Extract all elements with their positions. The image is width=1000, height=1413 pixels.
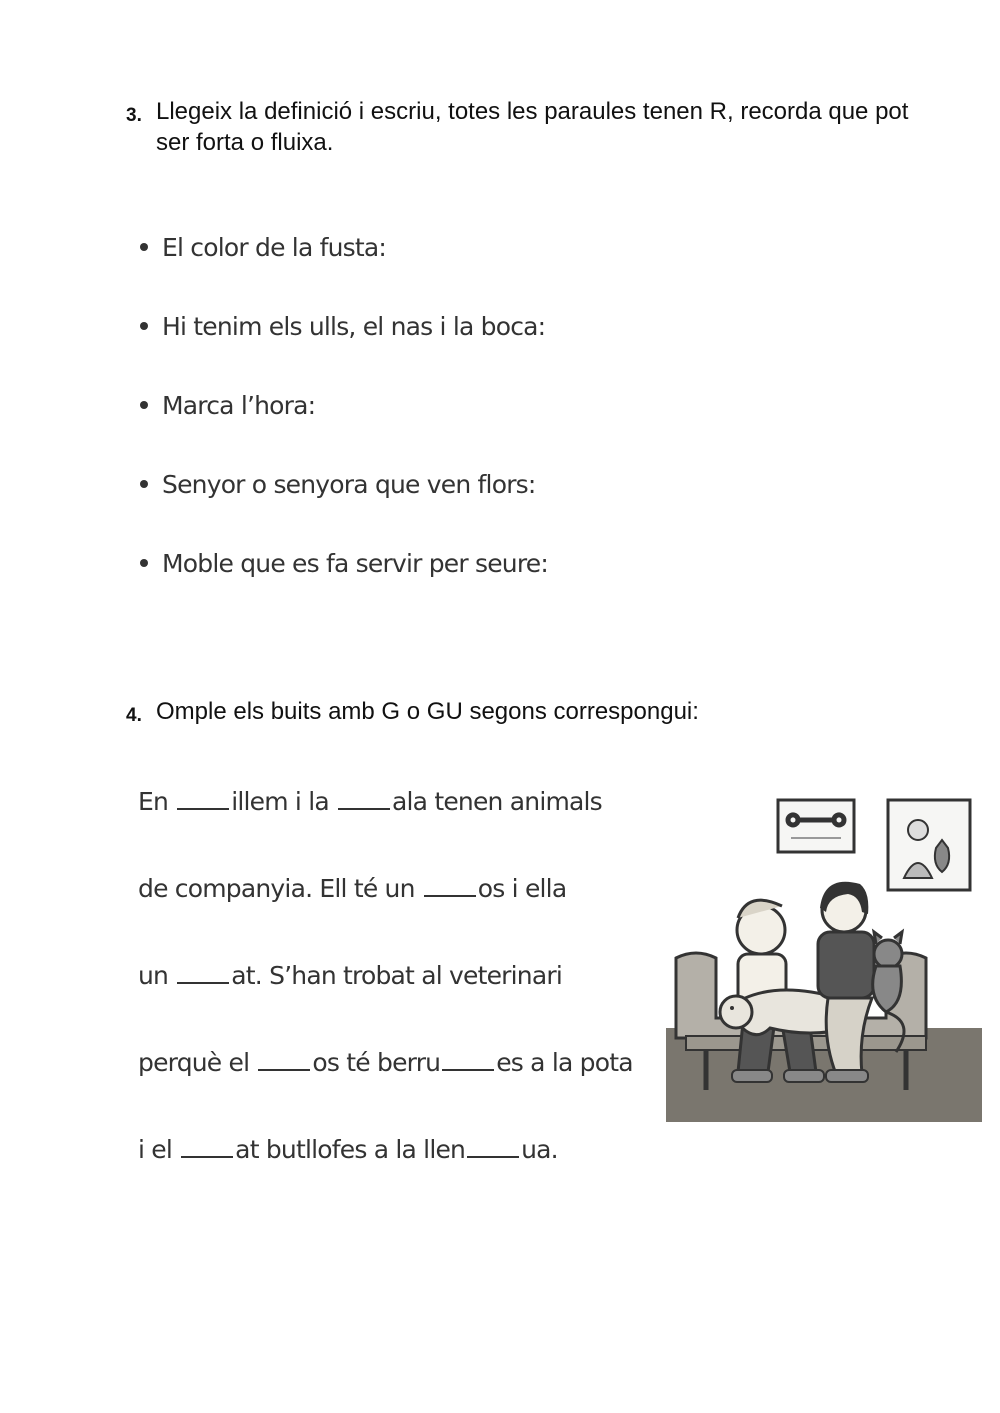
blank-field[interactable] <box>258 1045 310 1071</box>
vet-waiting-room-illustration <box>666 798 982 1122</box>
blank-field[interactable] <box>338 784 390 810</box>
blank-field[interactable] <box>467 1132 519 1158</box>
fill-in-text <box>138 784 678 1219</box>
bullet-icon <box>140 401 148 409</box>
blank-field[interactable] <box>177 784 229 810</box>
definition-list <box>140 230 548 625</box>
exercise-4-number: 4. <box>126 705 142 726</box>
text-line: i el at butllofes a la llen ua. <box>138 1132 678 1219</box>
text-line: un at. S’han trobat al veterinari <box>138 958 678 1045</box>
list-item: El color de la fusta: <box>140 230 548 309</box>
list-item: Senyor o senyora que ven flors: <box>140 467 548 546</box>
exercise-4-instruction: Omple els buits amb G o GU segons correspongui: <box>156 698 699 725</box>
bullet-icon <box>140 243 148 251</box>
exercise-4-heading <box>126 696 916 727</box>
blank-field[interactable] <box>424 871 476 897</box>
exercise-3-heading <box>126 96 916 158</box>
list-item: Marca l’hora: <box>140 388 548 467</box>
bullet-icon <box>140 322 148 330</box>
blank-field[interactable] <box>181 1132 233 1158</box>
bone-picture-frame <box>778 800 854 852</box>
blank-field[interactable] <box>177 958 229 984</box>
text-line: En illem i la ala tenen animals <box>138 784 678 871</box>
exercise-3-number: 3. <box>126 105 142 126</box>
text-line: de companyia. Ell té un os i ella <box>138 871 678 958</box>
bullet-icon <box>140 480 148 488</box>
blank-field[interactable] <box>442 1045 494 1071</box>
exercise-3-instruction: Llegeix la definició i escriu, totes les paraules tenen R, recorda que pot ser forta o fluixa. <box>156 98 909 156</box>
bullet-icon <box>140 559 148 567</box>
list-item: Hi tenim els ulls, el nas i la boca: <box>140 309 548 388</box>
vet-picture-frame <box>888 800 970 890</box>
text-line: perquè el os té berru es a la pota <box>138 1045 678 1132</box>
list-item: Moble que es fa servir per seure: <box>140 546 548 625</box>
